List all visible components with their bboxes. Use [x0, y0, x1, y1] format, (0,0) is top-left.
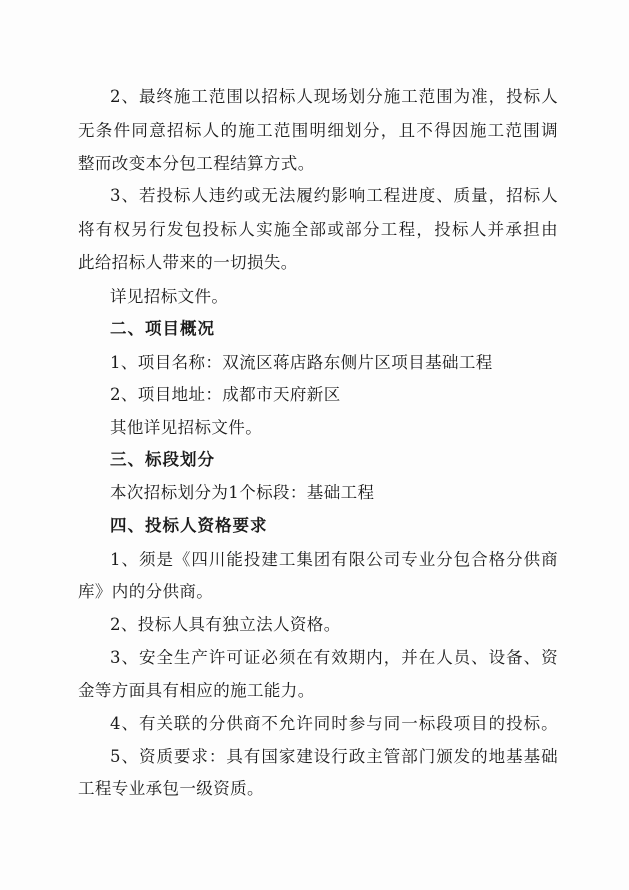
section-heading-bidder-qualifications: 四、投标人资格要求	[110, 516, 268, 535]
project-address-item: 2、项目地址：成都市天府新区	[110, 385, 341, 404]
bid-section-division-text: 本次招标划分为1个标段：基础工程	[110, 483, 375, 502]
section-heading-bid-sections: 三、标段划分	[110, 450, 215, 469]
qualification-1-line-1: 1、须是《四川能投建工集团有限公司专业分包合格分供商	[110, 550, 558, 569]
project-name-item: 1、项目名称：双流区蒋店路东侧片区项目基础工程	[110, 353, 493, 372]
qualification-1-line-2: 库》内的分供商。	[78, 582, 214, 601]
see-bidding-documents-note: 详见招标文件。	[110, 287, 229, 306]
paragraph-2-line-2: 无条件同意招标人的施工范围明细划分，且不得因施工范围调	[78, 121, 558, 140]
qualification-4: 4、有关联的分供商不允许同时参与同一标段项目的投标。	[110, 714, 558, 733]
paragraph-3-line-2: 将有权另行发包投标人实施全部或部分工程，投标人并承担由	[78, 220, 558, 239]
qualification-3-line-1: 3、安全生产许可证必须在有效期内，并在人员、设备、资	[110, 648, 558, 667]
paragraph-3-line-3: 此给招标人带来的一切损失。	[78, 253, 298, 272]
paragraph-3-line-1: 3、若投标人违约或无法履约影响工程进度、质量，招标人	[110, 186, 558, 205]
qualification-5-line-1: 5、资质要求：具有国家建设行政主管部门颁发的地基基础	[110, 747, 558, 766]
paragraph-2-line-3: 整而改变本分包工程结算方式。	[78, 154, 315, 173]
qualification-5-line-2: 工程专业承包一级资质。	[78, 779, 264, 798]
other-details-note: 其他详见招标文件。	[110, 418, 263, 437]
qualification-3-line-2: 金等方面具有相应的施工能力。	[78, 681, 315, 700]
paragraph-2-line-1: 2、最终施工范围以招标人现场划分施工范围为准，投标人	[110, 87, 558, 106]
section-heading-project-overview: 二、项目概况	[110, 319, 215, 338]
qualification-2: 2、投标人具有独立法人资格。	[110, 615, 341, 634]
